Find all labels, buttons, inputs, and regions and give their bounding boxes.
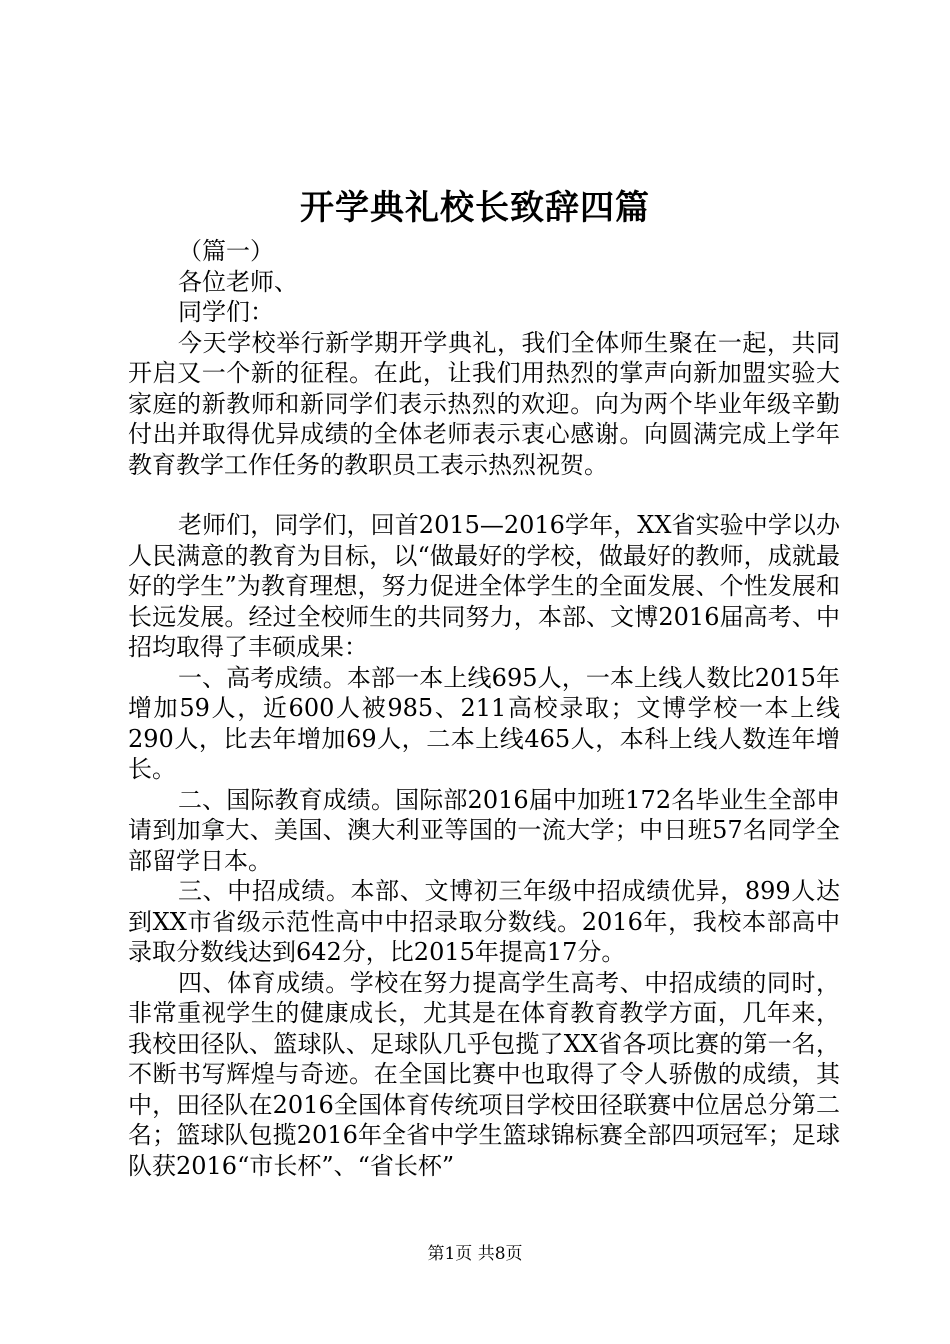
paragraph-zhongzhao: 三、中招成绩。本部、文博初三年级中招成绩优异，899人达到XX市省级示范性高中中招录取分数线。2016年，我校本部高中录取分数线达到642分，比2015年提高17分。 xyxy=(128,877,840,966)
paragraph-international: 二、国际教育成绩。国际部2016届中加班172名毕业生全部申请到加拿大、美国、澳大利亚等国的一流大学；中日班57名同学全部留学日本。 xyxy=(128,785,840,875)
paragraph-sports: 四、体育成绩。学校在努力提高学生高考、中招成绩的同时，非常重视学生的健康成长，尤其是在体育教育教学方面，几年来，我校田径队、篮球队、足球队几乎包揽了XX省各项比赛的第一名，不断书写辉煌与奇迹。在全国比赛中也取得了令人骄傲的成绩，其中，田径队在2016全国体育传统项目学校田径联赛中位居总分第二名；篮球队包揽2016年全省中学生篮球锦标赛全部四项冠军；足球队获2016“市长杯”、“省长杯” xyxy=(128,968,840,1180)
paragraph-gaokao: 一、高考成绩。本部一本上线695人，一本上线人数比2015年增加59人，近600人被985、211高校录取；文博学校一本上线290人，比去年增加69人，二本上线465人，本科上线人数连年增长。 xyxy=(128,663,840,783)
paragraph-opening: 今天学校举行新学期开学典礼，我们全体师生聚在一起，共同开启又一个新的征程。在此，让我们用热烈的掌声向新加盟实验大家庭的新教师和新同学们表示热烈的欢迎。向为两个毕业年级辛勤付出并取得优异成绩的全体老师表示衷心感谢。向圆满完成上学年教育教学工作任务的教职员工表示热烈祝贺。 xyxy=(128,328,840,479)
paragraph-review: 老师们，同学们，回首2015—2016学年，XX省实验中学以办人民满意的教育为目标，以“做最好的学校，做最好的教师，成就最好的学生”为教育理想，努力促进全体学生的全面发展、个性发展和长远发展。经过全校师生的共同努力，本部、文博2016届高考、中招均取得了丰硕成果： xyxy=(128,511,840,661)
salutation-students: 同学们： xyxy=(178,298,274,326)
page-footer: 第1页 共8页 xyxy=(427,1244,523,1264)
salutation-teachers: 各位老师、 xyxy=(178,267,298,296)
page-title: 开学典礼校长致辞四篇 xyxy=(300,188,650,228)
section-heading: （篇一） xyxy=(178,237,274,265)
document-body xyxy=(128,236,840,1181)
